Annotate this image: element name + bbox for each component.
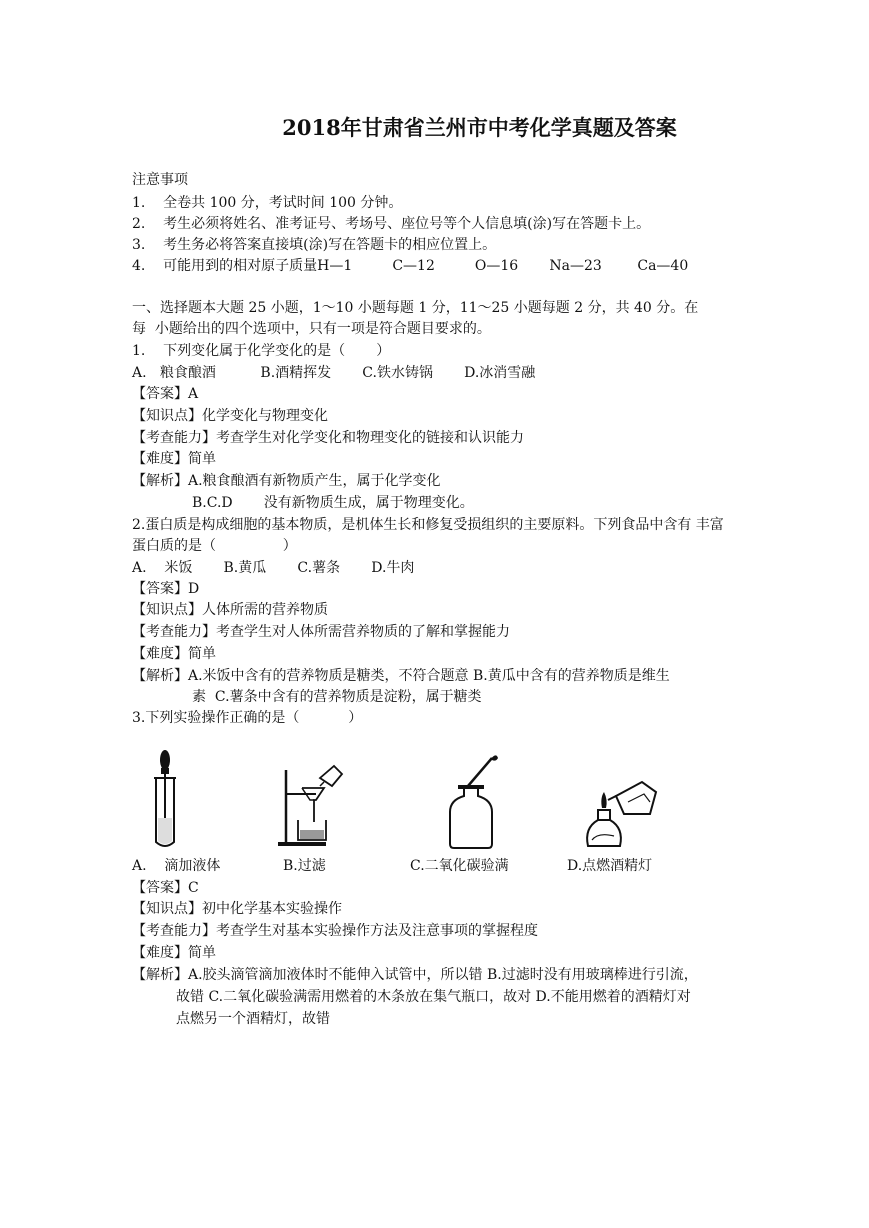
dropper-test-tube-figure bbox=[148, 748, 188, 852]
q1-knowledge: 【知识点】化学变化与物理变化 bbox=[132, 408, 328, 424]
document-title: 2018年甘肃省兰州市中考化学真题及答案 bbox=[282, 115, 677, 140]
q3-analysis-line-3: 点燃另一个酒精灯，故错 bbox=[176, 1011, 330, 1027]
q2-answer: 【答案】D bbox=[132, 581, 200, 597]
alcohol-lamps-figure bbox=[580, 774, 658, 850]
q3-option-d: D.点燃酒精灯 bbox=[567, 858, 653, 874]
notice-item-3: 3. 考生务必将答案直接填(涂)写在答题卡的相应位置上。 bbox=[132, 237, 497, 253]
q3-answer: 【答案】C bbox=[132, 880, 199, 896]
q1-ability: 【考查能力】考查学生对化学变化和物理变化的链接和认识能力 bbox=[132, 430, 524, 446]
notice-heading: 注意事项 bbox=[132, 172, 188, 188]
q1-difficulty: 【难度】简单 bbox=[132, 451, 216, 467]
q3-analysis-line-2: 故错 C.二氧化碳验满需用燃着的木条放在集气瓶口，故对 D.不能用燃着的酒精灯对 bbox=[176, 989, 691, 1005]
filtration-figure bbox=[276, 760, 346, 848]
gas-bottle-figure bbox=[440, 752, 504, 852]
q3-option-a: A. 滴加液体 bbox=[132, 858, 221, 874]
q1-stem: 1. 下列变化属于化学变化的是（ ） bbox=[132, 343, 391, 359]
q2-difficulty: 【难度】简单 bbox=[132, 646, 216, 662]
q2-stem-line-1: 2.蛋白质是构成细胞的基本物质，是机体生长和修复受损组织的主要原料。下列食品中含有 丰富 bbox=[132, 517, 724, 533]
q3-option-c: C.二氧化碳验满 bbox=[410, 858, 509, 874]
notice-item-2: 2. 考生必须将姓名、准考证号、考场号、座位号等个人信息填(涂)写在答题卡上。 bbox=[132, 216, 651, 232]
q2-stem-line-2: 蛋白质的是（ ） bbox=[132, 538, 297, 554]
notice-item-4: 4. 可能用到的相对原子质量H—1 C—12 O—16 Na—23 Ca—40 bbox=[132, 258, 689, 274]
notice-item-1: 1. 全卷共 100 分，考试时间 100 分钟。 bbox=[132, 195, 403, 211]
q2-analysis-line-2: 素 C.薯条中含有的营养物质是淀粉，属于糖类 bbox=[192, 689, 482, 705]
q3-difficulty: 【难度】简单 bbox=[132, 945, 216, 961]
q2-knowledge: 【知识点】人体所需的营养物质 bbox=[132, 602, 328, 618]
q3-stem: 3.下列实验操作正确的是（ ） bbox=[132, 710, 363, 726]
q2-analysis-line-1: 【解析】A.米饭中含有的营养物质是糖类，不符合题意 B.黄瓜中含有的营养物质是维生 bbox=[132, 668, 670, 684]
q2-ability: 【考查能力】考查学生对人体所需营养物质的了解和掌握能力 bbox=[132, 624, 510, 640]
q3-option-b: B.过滤 bbox=[283, 858, 326, 874]
q1-answer: 【答案】A bbox=[132, 386, 199, 402]
section-intro-line-1: 一、选择题本大题 25 小题，1～10 小题每题 1 分，11～25 小题每题 2 分，共 40 分。在 bbox=[132, 300, 699, 316]
q3-ability: 【考查能力】考查学生对基本实验操作方法及注意事项的掌握程度 bbox=[132, 923, 538, 939]
q2-options: A. 米饭 B.黄瓜 C.薯条 D.牛肉 bbox=[132, 560, 415, 576]
q1-options: A. 粮食酿酒 B.酒精挥发 C.铁水铸锅 D.冰消雪融 bbox=[132, 365, 536, 381]
section-intro-line-2: 每 小题给出的四个选项中，只有一项是符合题目要求的。 bbox=[132, 321, 491, 337]
q3-analysis-line-1: 【解析】A.胶头滴管滴加液体时不能伸入试管中，所以错 B.过滤时没有用玻璃棒进行引流， bbox=[132, 967, 698, 983]
q3-knowledge: 【知识点】初中化学基本实验操作 bbox=[132, 901, 342, 917]
q1-analysis-line-2: B.C.D 没有新物质生成，属于物理变化。 bbox=[192, 495, 474, 511]
q1-analysis-line-1: 【解析】A.粮食酿酒有新物质产生，属于化学变化 bbox=[132, 473, 441, 489]
